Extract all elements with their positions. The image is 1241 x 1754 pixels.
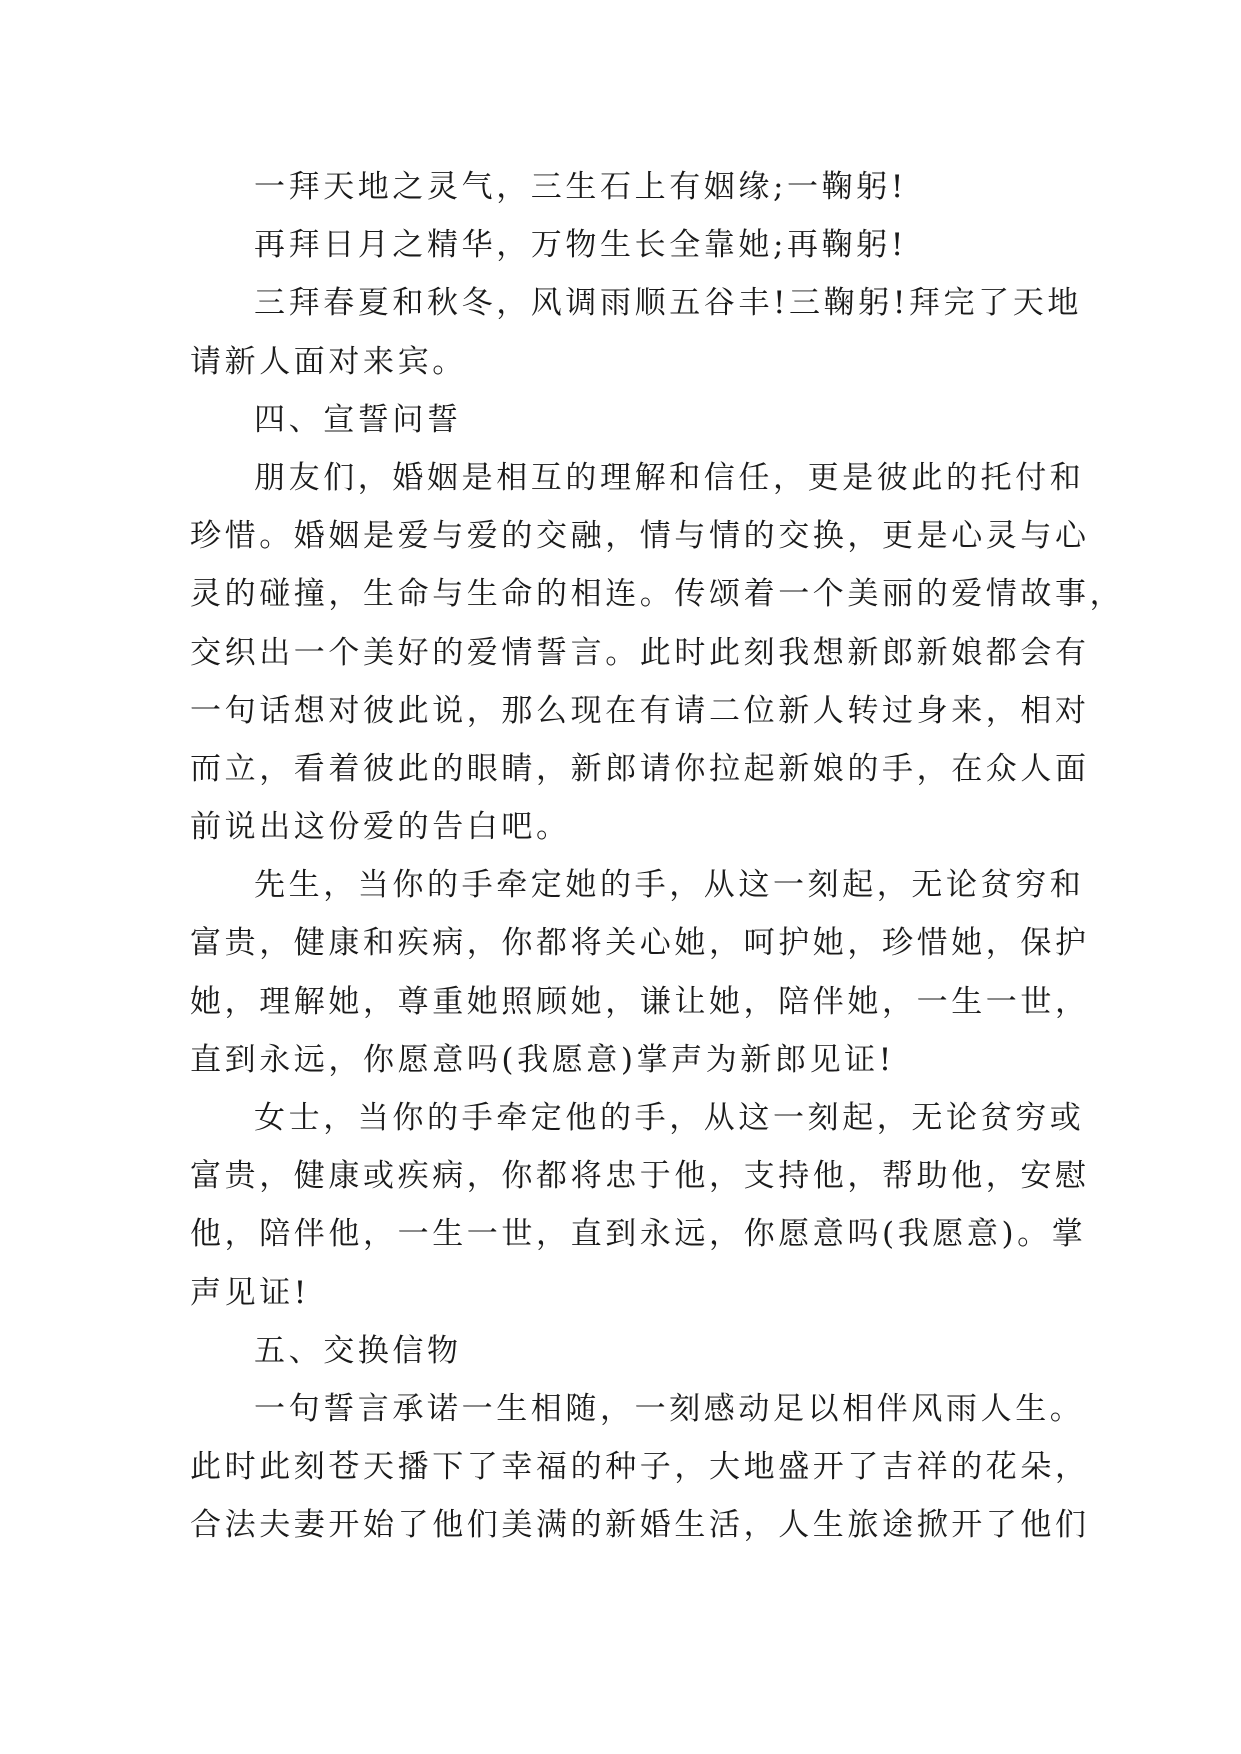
text-line: 一拜天地之灵气，三生石上有姻缘;一鞠躬! — [254, 169, 907, 205]
text-line: 一句话想对彼此说，那么现在有请二位新人转过身来，相对 — [190, 692, 1090, 729]
text-line: 她，理解她，尊重她照顾她，谦让她，陪伴她，一生一世， — [190, 983, 1090, 1020]
text-line: 先生，当你的手牵定她的手，从这一刻起，无论贫穷和 — [254, 867, 1085, 904]
text-line: 四、宣誓问誓 — [254, 401, 462, 438]
text-line: 灵的碰撞，生命与生命的相连。传颂着一个美丽的爱情故事， — [190, 576, 1125, 613]
text-line: 女士，当你的手牵定他的手，从这一刻起，无论贫穷或 — [254, 1100, 1085, 1136]
text-line: 朋友们，婚姻是相互的理解和信任，更是彼此的托付和 — [254, 459, 1085, 496]
text-line: 三拜春夏和秋冬，风调雨顺五谷丰!三鞠躬!拜完了天地 — [254, 285, 1082, 322]
text-line: 再拜日月之精华，万物生长全靠她;再鞠躬! — [254, 227, 907, 264]
text-line: 此时此刻苍天播下了幸福的种子，大地盛开了吉祥的花朵， — [190, 1449, 1090, 1486]
document-body — [190, 158, 1125, 1555]
text-line: 声见证! — [190, 1274, 310, 1311]
text-line: 五、交换信物 — [254, 1332, 462, 1369]
text-line: 请新人面对来宾。 — [190, 343, 467, 380]
text-line: 他，陪伴他，一生一世，直到永远，你愿意吗(我愿意)。掌 — [190, 1216, 1087, 1253]
text-line: 而立，看着彼此的眼睛，新郎请你拉起新娘的手，在众人面 — [190, 750, 1090, 787]
text-line: 直到永远，你愿意吗(我愿意)掌声为新郎见证! — [190, 1041, 895, 1078]
text-line: 富贵，健康和疾病，你都将关心她，呵护她，珍惜她，保护 — [190, 925, 1090, 962]
text-line: 合法夫妻开始了他们美满的新婚生活，人生旅途掀开了他们 — [190, 1507, 1090, 1544]
text-line: 一句誓言承诺一生相随，一刻感动足以相伴风雨人生。 — [254, 1390, 1085, 1427]
text-line: 富贵，健康或疾病，你都将忠于他，支持他，帮助他，安慰 — [190, 1158, 1090, 1195]
text-line: 前说出这份爱的告白吧。 — [190, 809, 571, 846]
text-line: 珍惜。婚姻是爱与爱的交融，情与情的交换，更是心灵与心 — [190, 518, 1090, 555]
text-line: 交织出一个美好的爱情誓言。此时此刻我想新郎新娘都会有 — [190, 634, 1090, 671]
